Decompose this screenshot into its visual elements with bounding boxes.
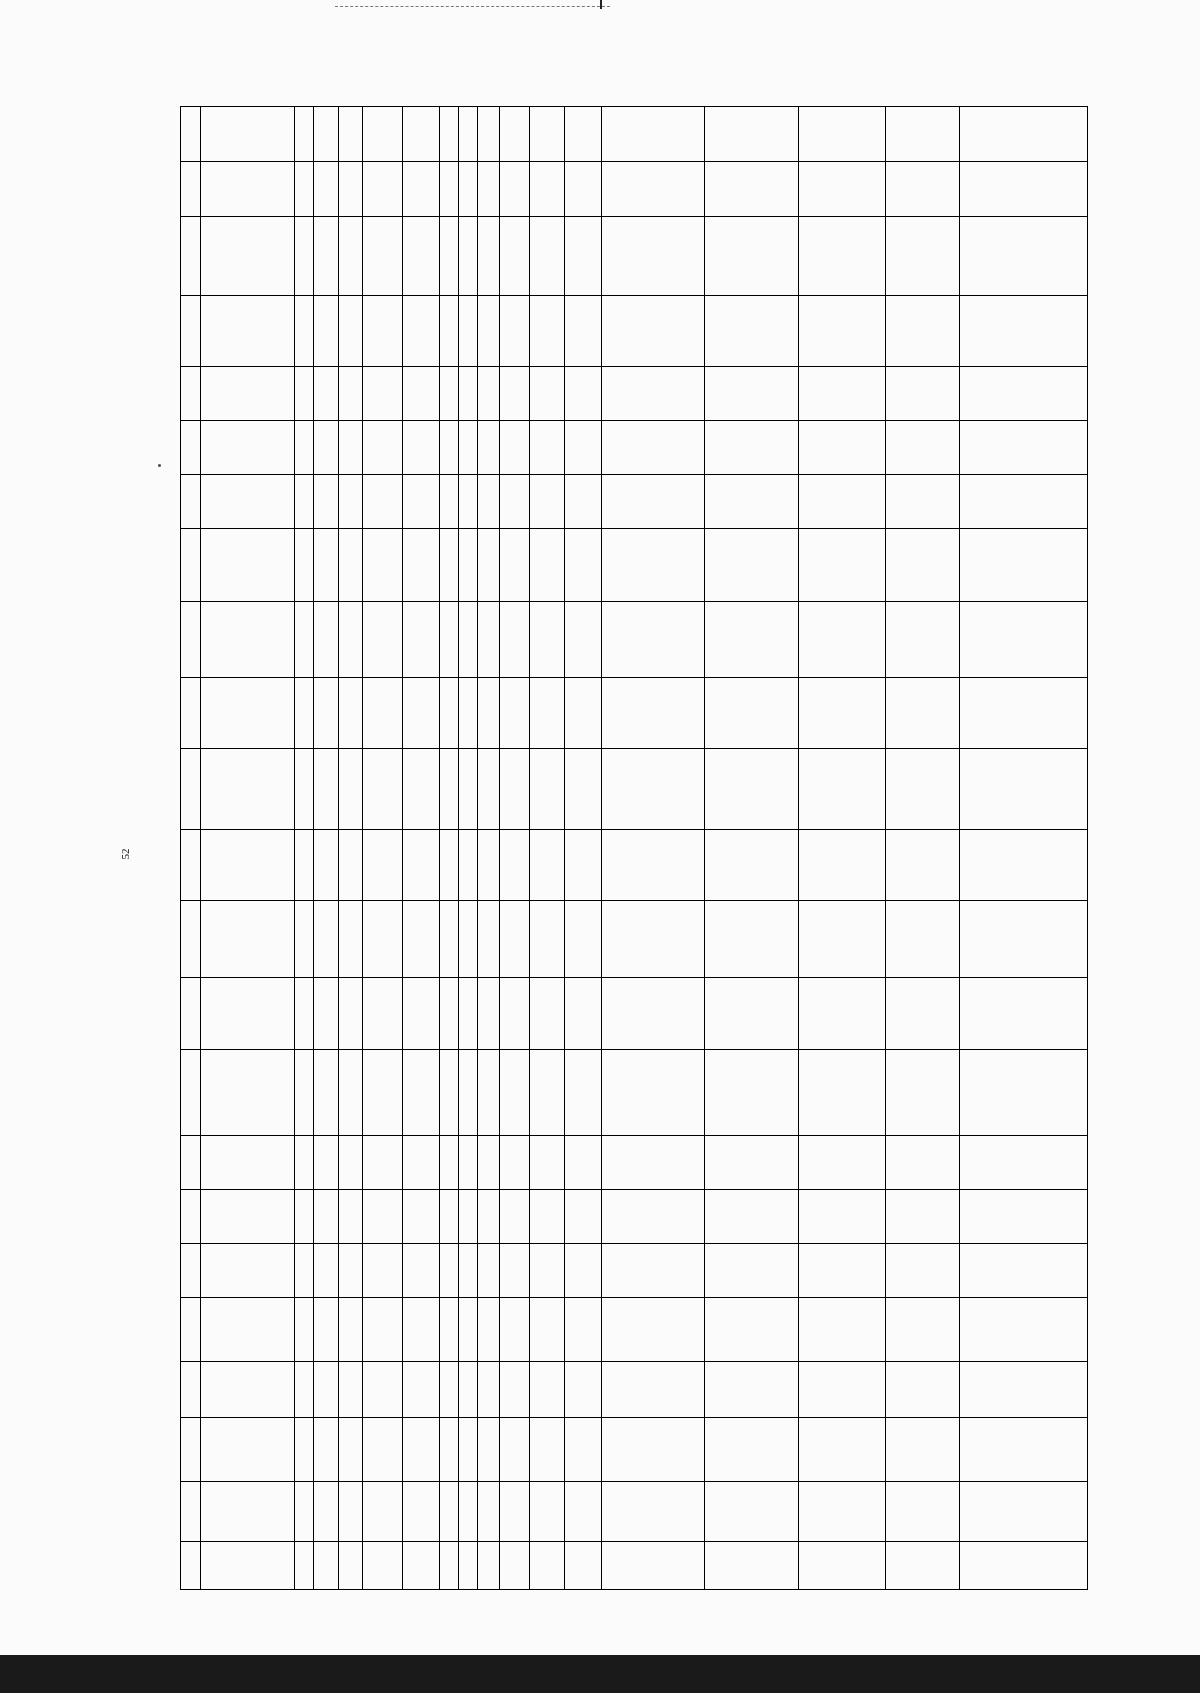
row-divider: [181, 1417, 1087, 1418]
scan-speck: [158, 464, 161, 467]
row-divider: [181, 420, 1087, 421]
column-divider: [477, 107, 478, 1589]
row-divider: [181, 161, 1087, 162]
row-divider: [181, 216, 1087, 217]
column-divider: [798, 107, 799, 1589]
column-divider: [885, 107, 886, 1589]
row-divider: [181, 1297, 1087, 1298]
row-divider: [181, 1361, 1087, 1362]
column-divider: [601, 107, 602, 1589]
row-divider: [181, 1049, 1087, 1050]
row-divider: [181, 366, 1087, 367]
column-divider: [499, 107, 500, 1589]
row-divider: [181, 1541, 1087, 1542]
column-divider: [294, 107, 295, 1589]
row-divider: [181, 829, 1087, 830]
column-divider: [959, 107, 960, 1589]
column-divider: [458, 107, 459, 1589]
row-divider: [181, 1135, 1087, 1136]
row-divider: [181, 528, 1087, 529]
row-divider: [181, 977, 1087, 978]
row-divider: [181, 295, 1087, 296]
column-divider: [200, 107, 201, 1589]
row-divider: [181, 474, 1087, 475]
scan-edge-tick: [600, 0, 602, 9]
page-number: 52: [120, 848, 132, 860]
column-divider: [704, 107, 705, 1589]
column-divider: [313, 107, 314, 1589]
row-divider: [181, 1189, 1087, 1190]
row-divider: [181, 677, 1087, 678]
column-divider: [439, 107, 440, 1589]
column-divider: [338, 107, 339, 1589]
column-divider: [529, 107, 530, 1589]
row-divider: [181, 748, 1087, 749]
program-indicators-table: [180, 106, 1088, 1590]
row-divider: [181, 900, 1087, 901]
scan-bottom-shadow: [0, 1655, 1200, 1693]
row-divider: [181, 1243, 1087, 1244]
row-divider: [181, 1481, 1087, 1482]
column-divider: [402, 107, 403, 1589]
scan-edge-mark: [335, 0, 610, 7]
column-divider: [564, 107, 565, 1589]
row-divider: [181, 601, 1087, 602]
column-divider: [362, 107, 363, 1589]
